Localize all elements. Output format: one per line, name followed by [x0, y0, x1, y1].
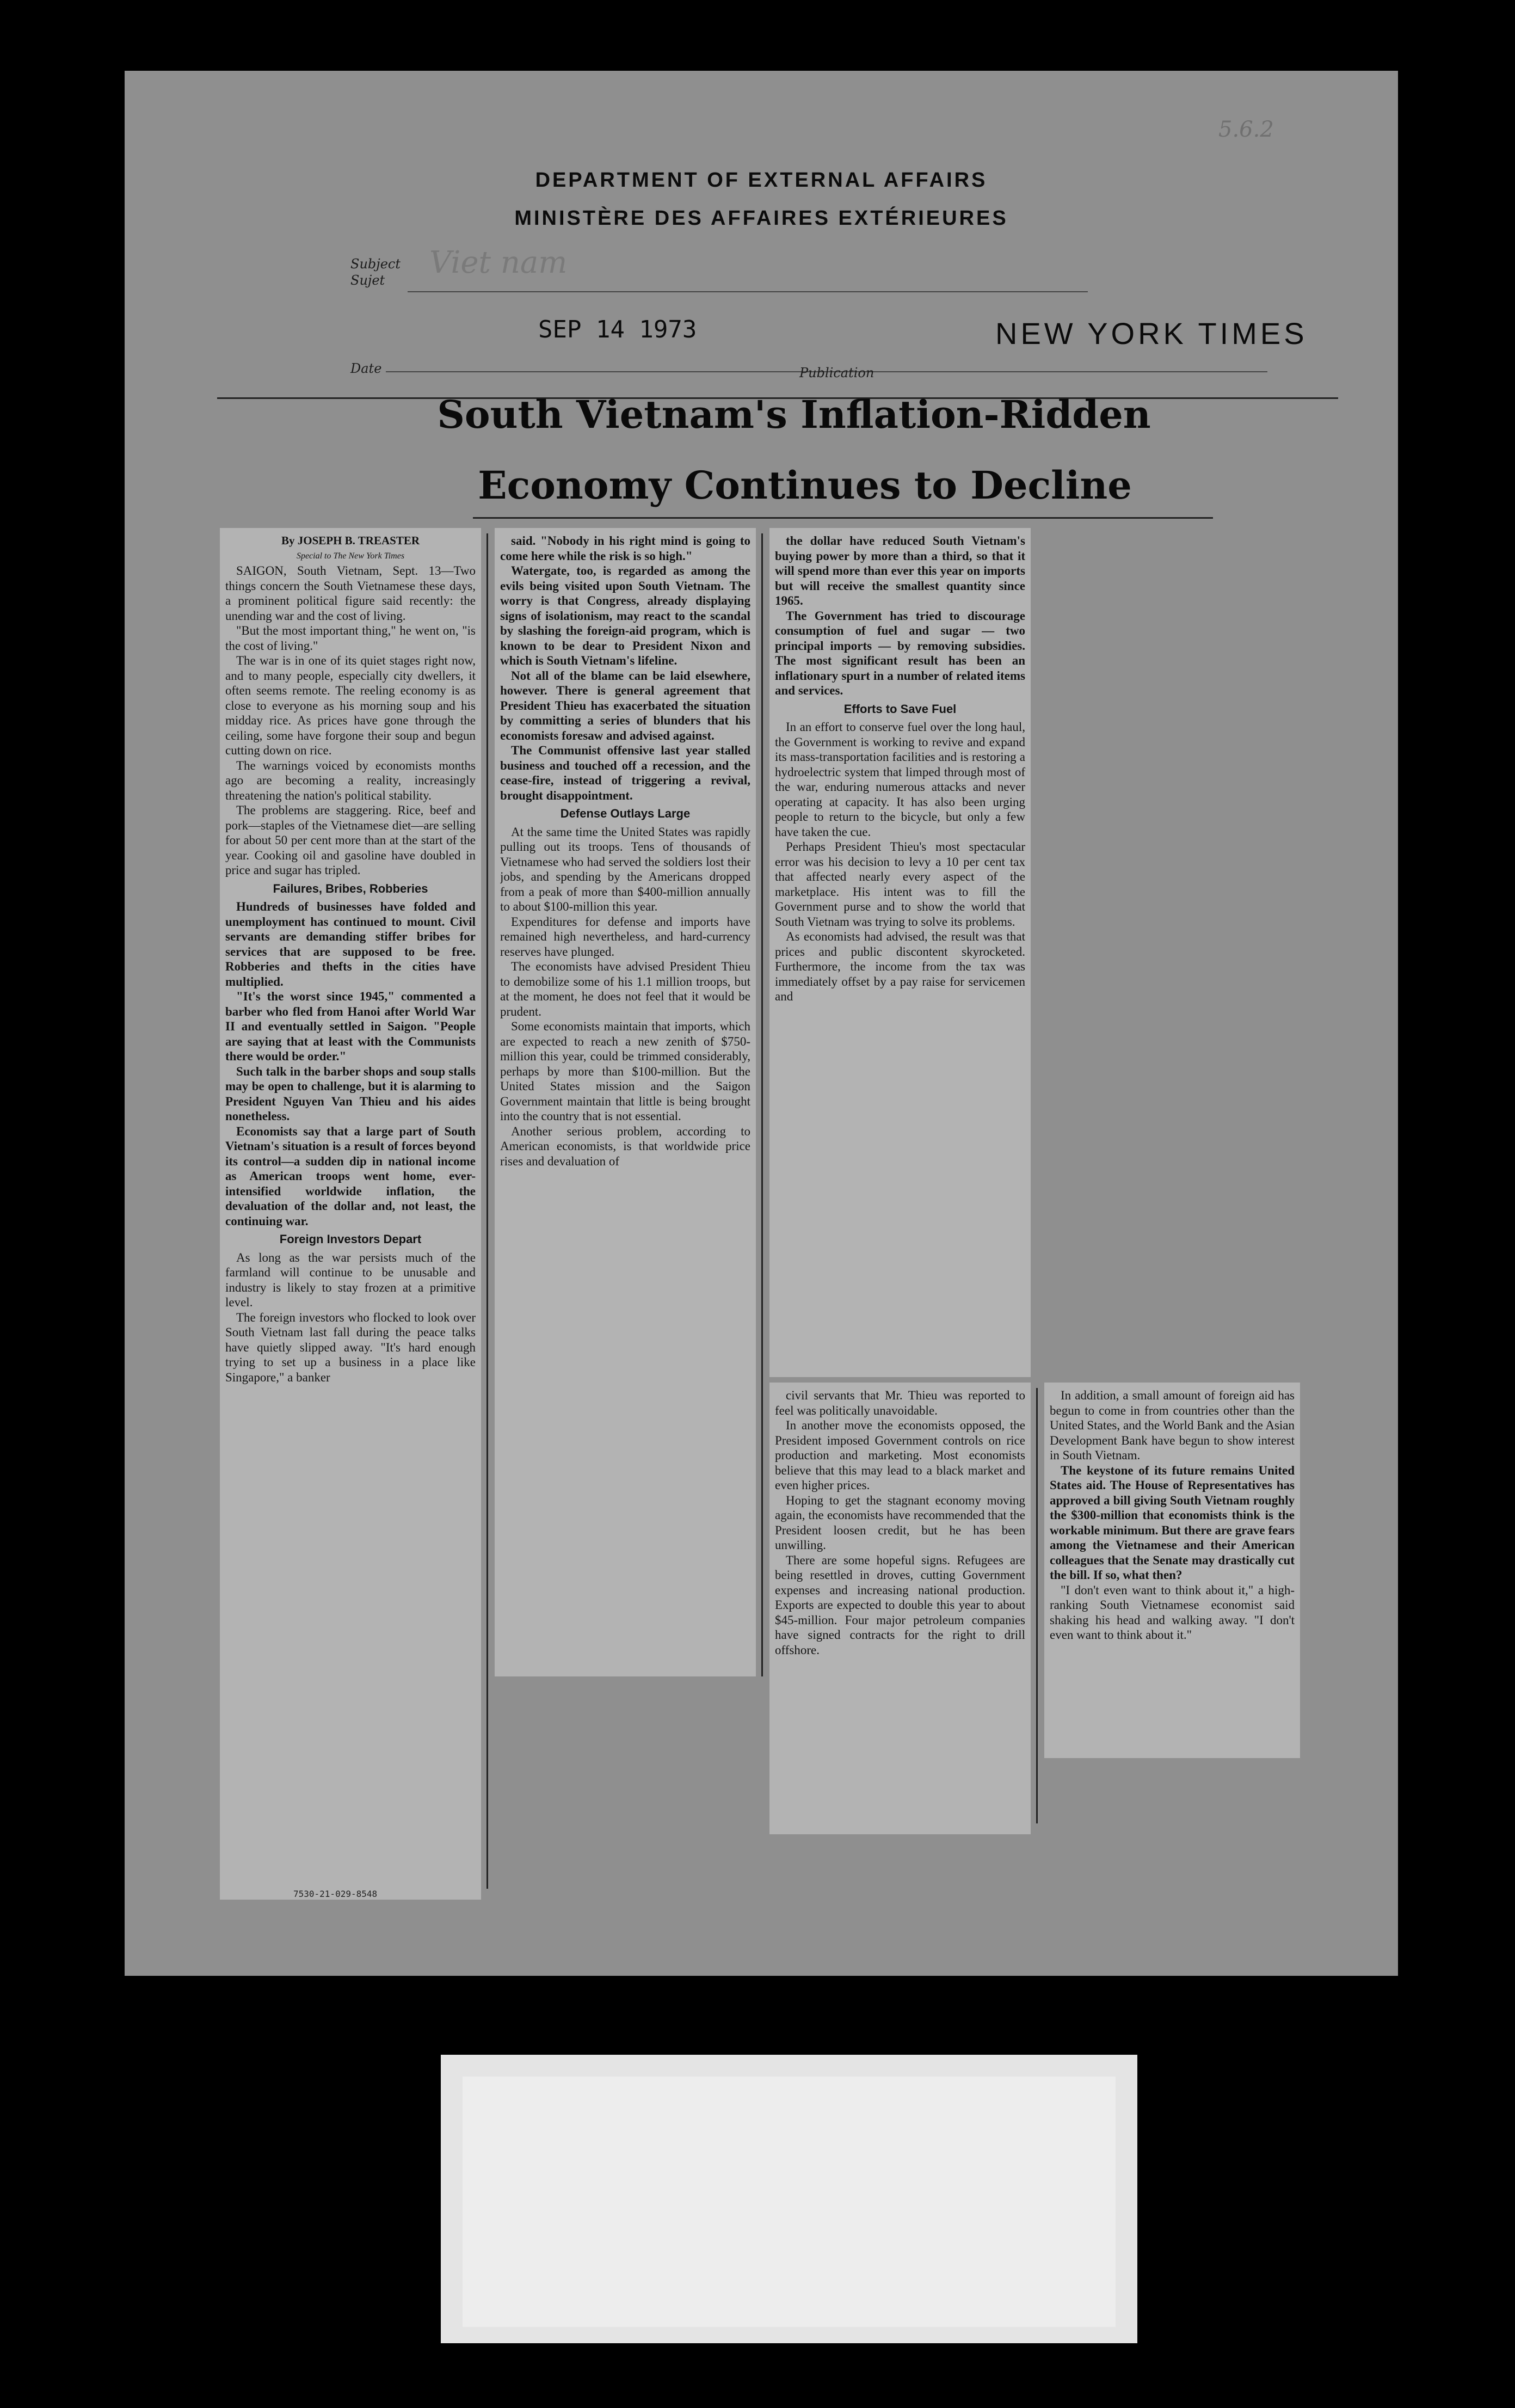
paragraph: Hundreds of businesses have folded and unemployment has continued to mount. Civil servants are demanding stiffer bribes for services that are supposed to be free. Robberies and thefts in the cities have multiplied. — [225, 900, 476, 988]
byline: By JOSEPH B. TREASTER — [281, 534, 420, 547]
subheading: Defense Outlays Large — [560, 807, 691, 820]
paragraph: The Communist offensive last year stalled business and touched off a recession, and the cease-fire, instead of triggering a revival, brought disappointment. — [500, 744, 750, 802]
article-column-3 — [775, 533, 1025, 1372]
article-column-1 — [225, 533, 476, 1883]
subheading: Efforts to Save Fuel — [843, 702, 957, 716]
paragraph: "It's the worst since 1945," commented a barber who fled from Hanoi after World War II and eventually settled in Saigon. "People are saying that at least with the Communists there would be order." — [225, 990, 476, 1063]
article-column-2 — [500, 533, 750, 1671]
department-name-fr: MINISTÈRE DES AFFAIRES EXTÉRIEURES — [514, 207, 1008, 230]
paragraph: Another serious problem, according to American economists, is that worldwide price rises and devaluation of — [500, 1124, 750, 1168]
paragraph: There are some hopeful signs. Refugees are being resettled in droves, cutting Government expenses and increasing national production. Exports are expected to double this year to about $45-million. Four major petroleum companies have signed contracts for the right to drill offshore. — [775, 1553, 1025, 1657]
paragraph: said. "Nobody in his right mind is going to come here while the risk is so high." — [500, 534, 750, 563]
clipping-sheet — [125, 71, 1398, 1976]
headline-line1: South Vietnam's Inflation-Ridden — [437, 392, 1151, 437]
publication-label: Publication — [799, 365, 874, 380]
date-label: Date — [350, 361, 382, 376]
date-value: SEP 14 1973 — [538, 316, 697, 343]
publication-line — [886, 371, 1267, 372]
form-code: 7530-21-029-8548 — [293, 1889, 378, 1899]
handwritten-note: 5.6.2 — [1218, 117, 1274, 142]
paragraph: The economists have advised President Thieu to demobilize some of his 1.1 million troops, but at the moment, he does not feel that it would be prudent. — [500, 960, 750, 1018]
paragraph: As long as the war persists much of the farmland will continue to be unusable and industry is likely to stay frozen at a primitive level. — [225, 1250, 476, 1309]
paragraph: The Government has tried to discourage consumption of fuel and sugar — two principal imports — by removing subsidies. The most significant result has been an inflationary spurt in a number of related items and services. — [775, 609, 1025, 697]
column-divider — [1036, 1388, 1038, 1823]
subheading: Foreign Investors Depart — [279, 1232, 422, 1246]
publication-value: NEW YORK TIMES — [995, 316, 1308, 351]
subject-line — [408, 291, 1088, 292]
paragraph: Economists say that a large part of South Vietnam's situation is a result of forces beyond its control—a sudden dip in national income as American troops went home, ever-intensified worldwide inflation, the devaluation of the dollar and, not least, the continuing war. — [225, 1124, 476, 1228]
paragraph: "But the most important thing," he went on, "is the cost of living." — [225, 624, 476, 653]
paragraph: In addition, a small amount of foreign aid has begun to come in from countries other than the United States, and the World Bank and the Asian Development Bank have begun to show interest in South Vietnam. — [1050, 1389, 1295, 1462]
paragraph: SAIGON, South Vietnam, Sept. 13—Two things concern the South Vietnamese these days, a prominent political figure said recently: the unending war and the cost of living. — [225, 564, 476, 623]
paragraph: Not all of the blame can be laid elsewhere, however. There is general agreement that President Thieu has exacerbated the situation by committing a series of blunders that his economists foresaw and advised against. — [500, 668, 750, 742]
paragraph: The war is in one of its quiet stages right now, and to many people, especially city dwellers, it often seems remote. The reeling economy is as close to everyone as his morning soup and his midday rice. As prices have gone through the ceiling, some have forgone their soup and begun cutting down on rice. — [225, 654, 476, 757]
paragraph: Perhaps President Thieu's most spectacular error was his decision to levy a 10 per cent tax that affected nearly every aspect of the marketplace. His intent was to fill the Government purse and to show the world that South Vietnam was trying to solve its problems. — [775, 840, 1025, 929]
article-column-3b — [775, 1388, 1025, 1829]
subject-value: Viet nam — [429, 245, 568, 280]
paragraph: civil servants that Mr. Thieu was reported to feel was politically unavoidable. — [775, 1389, 1025, 1417]
paragraph: In another move the economists opposed, the President imposed Government controls on rice production and marketing. Most economists believe that this may lead to a black market and even higher prices. — [775, 1418, 1025, 1492]
subject-label-en: Subject — [350, 256, 401, 272]
blank-card-inner — [463, 2077, 1116, 2327]
department-name-en: DEPARTMENT OF EXTERNAL AFFAIRS — [535, 169, 988, 192]
column-divider — [486, 533, 488, 1889]
special-credit: Special to The New York Times — [296, 551, 405, 561]
paragraph: Such talk in the barber shops and soup stalls may be open to challenge, but it is alarming to President Nguyen Van Thieu and his aides nonetheless. — [225, 1064, 476, 1123]
paragraph: The warnings voiced by economists months ago are becoming a reality, increasingly threatening the nation's political stability. — [225, 758, 476, 802]
paragraph: Watergate, too, is regarded as among the evils being visited upon South Vietnam. The worry is that Congress, already displaying signs of isolationism, may react to the scandal by slashing the foreign-aid program, which is known to be dear to President Nixon and which is South Vietnam's lifeline. — [500, 564, 750, 667]
headline-line2: Economy Continues to Decline — [478, 463, 1132, 508]
subject-label-fr: Sujet — [350, 273, 385, 288]
paragraph: Expenditures for defense and imports have remained high nevertheless, and hard-currency reserves have plunged. — [500, 914, 750, 959]
subheading: Failures, Bribes, Robberies — [273, 881, 428, 895]
column-divider — [761, 533, 763, 1676]
paragraph: The keystone of its future remains United States aid. The House of Representatives has approved a bill giving South Vietnam roughly the $300-million that economists think is the workable minimum. But there are grave fears among the Vietnamese and their American colleagues that the Senate may drastically cut the bill. If so, what then? — [1050, 1463, 1295, 1582]
paragraph: At the same time the United States was rapidly pulling out its troops. Tens of thousands of Vietnamese who had served the soldiers lost their jobs, and spending by the Americans dropped from a peak of more than $400-million annually to about $100-million this year. — [500, 825, 750, 913]
paragraph: "I don't even want to think about it," a high-ranking South Vietnamese economist said shaking his head and walking away. "I don't even want to think about it." — [1050, 1583, 1295, 1642]
paragraph: In an effort to conserve fuel over the long haul, the Government is working to revive and expand its mass-transportation facilities and is restoring a hydroelectric system that limped through most of the war, enduring numerous attacks and never operating at capacity. It has also been urging people to return to the bicycle, but only a few have taken the cue. — [775, 720, 1025, 839]
paragraph: As economists had advised, the result was that prices and public discontent skyrocketed. Furthermore, the income from the tax was immediately offset by a pay raise for servicemen and — [775, 930, 1025, 1003]
paragraph: The foreign investors who flocked to look over South Vietnam last fall during the peace talks have quietly slipped away. "It's hard enough trying to set up a business in a place like Singapore," a banker — [225, 1310, 476, 1384]
paragraph: Hoping to get the stagnant economy moving again, the economists have recommended that the President loosen credit, but he has been unwilling. — [775, 1493, 1025, 1552]
paragraph: the dollar have reduced South Vietnam's buying power by more than a third, so that it will spend more than ever this year on imports but will receive the smallest quantity since 1965. — [775, 534, 1025, 607]
headline-rule — [473, 517, 1213, 519]
paragraph: The problems are staggering. Rice, beef and pork—staples of the Vietnamese diet—are selling for about 50 per cent more than at the start of the year. Cooking oil and gasoline have doubled in price and sugar has tripled. — [225, 803, 476, 877]
paragraph: Some economists maintain that imports, which are expected to reach a new zenith of $750-million this year, could be trimmed considerably, perhaps by more than $100-million. But the United States mission and the Saigon Government maintain that little is being brought into the country that is not essential. — [500, 1019, 750, 1123]
blank-card — [441, 2055, 1137, 2343]
article-column-4 — [1050, 1388, 1295, 1753]
